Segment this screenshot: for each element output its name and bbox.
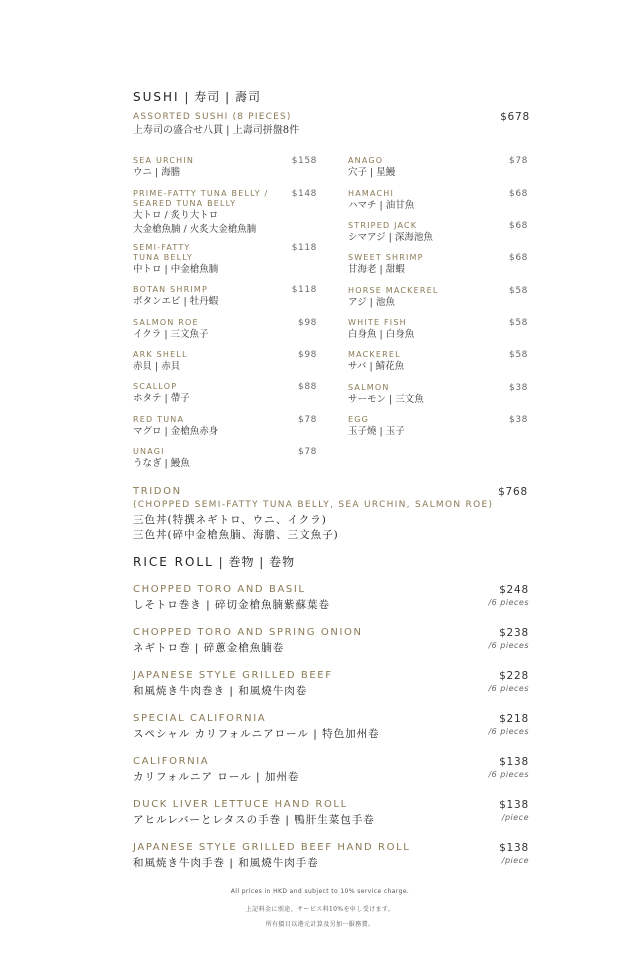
tridon-price: $768 <box>498 486 528 498</box>
sushi-item-name-en: EGG <box>348 415 370 424</box>
roll-item-unit: /6 pieces <box>488 598 529 607</box>
sushi-item <box>348 286 528 310</box>
sushi-section-title <box>133 88 261 105</box>
sushi-item <box>133 285 317 309</box>
sushi-item-name-jp: ウニ | 海膽 <box>133 167 181 178</box>
tridon-name-en: TRIDON <box>133 486 182 497</box>
sushi-item-name-en: ANAGO <box>348 156 384 165</box>
footer-note-jp: 上記料金に別途、サービス料10%を申し受けます。 <box>245 906 395 913</box>
sushi-item-name-en: HORSE MACKEREL <box>348 286 439 295</box>
roll-item <box>133 799 529 828</box>
sushi-item-name-jp: ハマチ | 油甘魚 <box>348 200 415 211</box>
sushi-item-name-en: STRIPED JACK <box>348 221 418 230</box>
roll-item-unit: /piece <box>501 856 529 865</box>
sushi-item-name-en: UNAGI <box>133 447 165 456</box>
sushi-item <box>348 156 528 180</box>
roll-item-price: $138 <box>499 756 529 768</box>
roll-item-name-en: CHOPPED TORO AND SPRING ONION <box>133 627 363 638</box>
roll-item-name-jp: ネギトロ巻 | 碎蔥金槍魚腩卷 <box>133 642 285 654</box>
roll-item-unit: /6 pieces <box>488 641 529 650</box>
sushi-item <box>348 415 528 439</box>
roll-item-name-en: DUCK LIVER LETTUCE HAND ROLL <box>133 799 348 810</box>
sushi-item-name-en: HAMACHI <box>348 189 395 198</box>
roll-item <box>133 756 529 785</box>
sushi-item-name-jp: 大トロ / 炙り大トロ 大金槍魚腩 / 火炙大金槍魚腩 <box>133 210 257 235</box>
roll-item-name-jp: しそトロ巻き | 碎切金槍魚腩紫蘇葉卷 <box>133 599 331 611</box>
sushi-item-name-en: ARK SHELL <box>133 350 188 359</box>
roll-item-unit: /6 pieces <box>488 684 529 693</box>
sushi-item-name-jp: サーモン | 三文魚 <box>348 394 424 405</box>
sushi-item-price: $38 <box>509 415 528 425</box>
roll-item-name-jp: スペシャル カリフォルニアロール | 特色加州卷 <box>133 728 380 740</box>
sushi-item-name-en: PRIME-FATTY TUNA BELLY / SEARED TUNA BELLY <box>133 189 269 208</box>
sushi-item-name-jp: ホタテ | 帶子 <box>133 393 190 404</box>
sushi-item-name-jp: 赤貝 | 赤貝 <box>133 361 181 372</box>
sushi-item-price: $118 <box>291 243 317 253</box>
sushi-item <box>348 189 528 213</box>
sushi-item <box>133 415 317 439</box>
sushi-item-price: $118 <box>291 285 317 295</box>
assorted-sushi-price: $678 <box>500 111 530 123</box>
sushi-item <box>133 189 317 237</box>
sushi-item-price: $58 <box>509 286 528 296</box>
roll-item-price: $138 <box>499 799 529 811</box>
sushi-item-price: $78 <box>298 447 317 457</box>
sushi-item <box>133 447 317 471</box>
roll-item-unit: /6 pieces <box>488 770 529 779</box>
sushi-item-price: $158 <box>291 156 317 166</box>
footer-note-zh: 所有價目以港元計算及另加一服務費。 <box>265 921 375 928</box>
sushi-item-name-en: RED TUNA <box>133 415 185 424</box>
roll-item <box>133 670 529 699</box>
roll-item-name-en: JAPANESE STYLE GRILLED BEEF <box>133 670 333 681</box>
footer-note-en: All prices in HKD and subject to 10% service charge. <box>230 888 410 895</box>
sushi-item-name-jp: マグロ | 金槍魚赤身 <box>133 426 219 437</box>
sushi-item-name-en: BOTAN SHRIMP <box>133 285 209 294</box>
rice-roll-section-title <box>133 553 295 570</box>
roll-item <box>133 584 529 613</box>
sushi-title-jp: | 寿司 | 壽司 <box>179 90 261 104</box>
sushi-item-price: $68 <box>509 221 528 231</box>
tridon-name-jp: 三色丼(特撰ネギトロ、ウニ、イクラ) 三色丼(碎中金槍魚腩、海膽、三文魚子) <box>133 514 339 541</box>
sushi-item-name-en: SWEET SHRIMP <box>348 253 424 262</box>
sushi-item <box>348 221 528 245</box>
roll-item-name-en: SPECIAL CALIFORNIA <box>133 713 267 724</box>
sushi-item-name-en: SEMI-FATTY TUNA BELLY <box>133 243 194 262</box>
sushi-item-price: $148 <box>291 189 317 199</box>
roll-item-price: $248 <box>499 584 529 596</box>
sushi-item <box>133 318 317 342</box>
sushi-item-name-en: SCALLOP <box>133 382 178 391</box>
tridon-desc-en: (CHOPPED SEMI-FATTY TUNA BELLY, SEA URCHIN, SALMON ROE) <box>133 500 494 510</box>
sushi-item <box>133 156 317 180</box>
sushi-item-price: $38 <box>509 383 528 393</box>
sushi-item-price: $98 <box>298 350 317 360</box>
sushi-item-name-jp: 穴子 | 星鰻 <box>348 167 396 178</box>
roll-item-name-jp: 和風焼き牛肉巻き | 和風燒牛肉卷 <box>133 685 308 697</box>
sushi-item <box>133 382 317 406</box>
sushi-item-price: $78 <box>298 415 317 425</box>
sushi-item <box>133 350 317 374</box>
roll-item-price: $138 <box>499 842 529 854</box>
roll-item-price: $228 <box>499 670 529 682</box>
roll-item-name-en: JAPANESE STYLE GRILLED BEEF HAND ROLL <box>133 842 411 853</box>
roll-item <box>133 627 529 656</box>
sushi-item-name-en: MACKEREL <box>348 350 401 359</box>
roll-item-name-en: CHOPPED TORO AND BASIL <box>133 584 306 595</box>
sushi-item-price: $58 <box>509 350 528 360</box>
sushi-item-name-en: SEA URCHIN <box>133 156 195 165</box>
sushi-item-name-jp: 玉子燒 | 玉子 <box>348 426 405 437</box>
sushi-item-price: $58 <box>509 318 528 328</box>
roll-item-name-jp: アヒルレバーとレタスの手巻 | 鴨肝生菜包手卷 <box>133 814 375 826</box>
sushi-item <box>348 253 528 277</box>
sushi-item-name-jp: サバ | 鯖花魚 <box>348 361 405 372</box>
roll-item-name-jp: 和風焼き牛肉手巻 | 和風燒牛肉手卷 <box>133 857 319 869</box>
sushi-item-name-jp: シマアジ | 深海池魚 <box>348 232 433 243</box>
sushi-item-name-en: SALMON ROE <box>133 318 199 327</box>
roll-item <box>133 842 529 871</box>
roll-item-unit: /piece <box>501 813 529 822</box>
roll-item-name-jp: カリフォルニア ロール | 加州卷 <box>133 771 300 783</box>
roll-item <box>133 713 529 742</box>
roll-item-unit: /6 pieces <box>488 727 529 736</box>
sushi-item-name-en: SALMON <box>348 383 390 392</box>
sushi-item-price: $88 <box>298 382 317 392</box>
sushi-item-name-jp: 中トロ | 中金槍魚腩 <box>133 264 219 275</box>
rice-roll-title-jp: | 巻物 | 卷物 <box>213 555 296 569</box>
sushi-item-name-en: WHITE FISH <box>348 318 407 327</box>
sushi-item-price: $78 <box>509 156 528 166</box>
sushi-item <box>348 350 528 374</box>
roll-item-name-en: CALIFORNIA <box>133 756 210 767</box>
sushi-title-en: SUSHI <box>133 90 180 104</box>
roll-item-price: $238 <box>499 627 529 639</box>
sushi-item-name-jp: イクラ | 三文魚子 <box>133 329 209 340</box>
sushi-item-price: $68 <box>509 189 528 199</box>
assorted-sushi-name-jp: 上寿司の盛合せ八貫 | 上壽司拼盤8件 <box>133 125 300 136</box>
sushi-item-name-jp: 甘海老 | 甜蝦 <box>348 264 405 275</box>
sushi-item-name-jp: 白身魚 | 白身魚 <box>348 329 415 340</box>
sushi-item <box>348 383 528 407</box>
rice-roll-title-en: RICE ROLL <box>133 555 214 569</box>
sushi-item <box>348 318 528 342</box>
sushi-item-name-jp: ボタンエビ | 牡丹蝦 <box>133 296 219 307</box>
sushi-item-name-jp: アジ | 池魚 <box>348 297 395 308</box>
roll-item-price: $218 <box>499 713 529 725</box>
sushi-item-name-jp: うなぎ | 鰻魚 <box>133 458 190 469</box>
sushi-item-price: $68 <box>509 253 528 263</box>
assorted-sushi-name-en: ASSORTED SUSHI (8 PIECES) <box>133 112 292 122</box>
sushi-item <box>133 243 317 277</box>
sushi-item-price: $98 <box>298 318 317 328</box>
